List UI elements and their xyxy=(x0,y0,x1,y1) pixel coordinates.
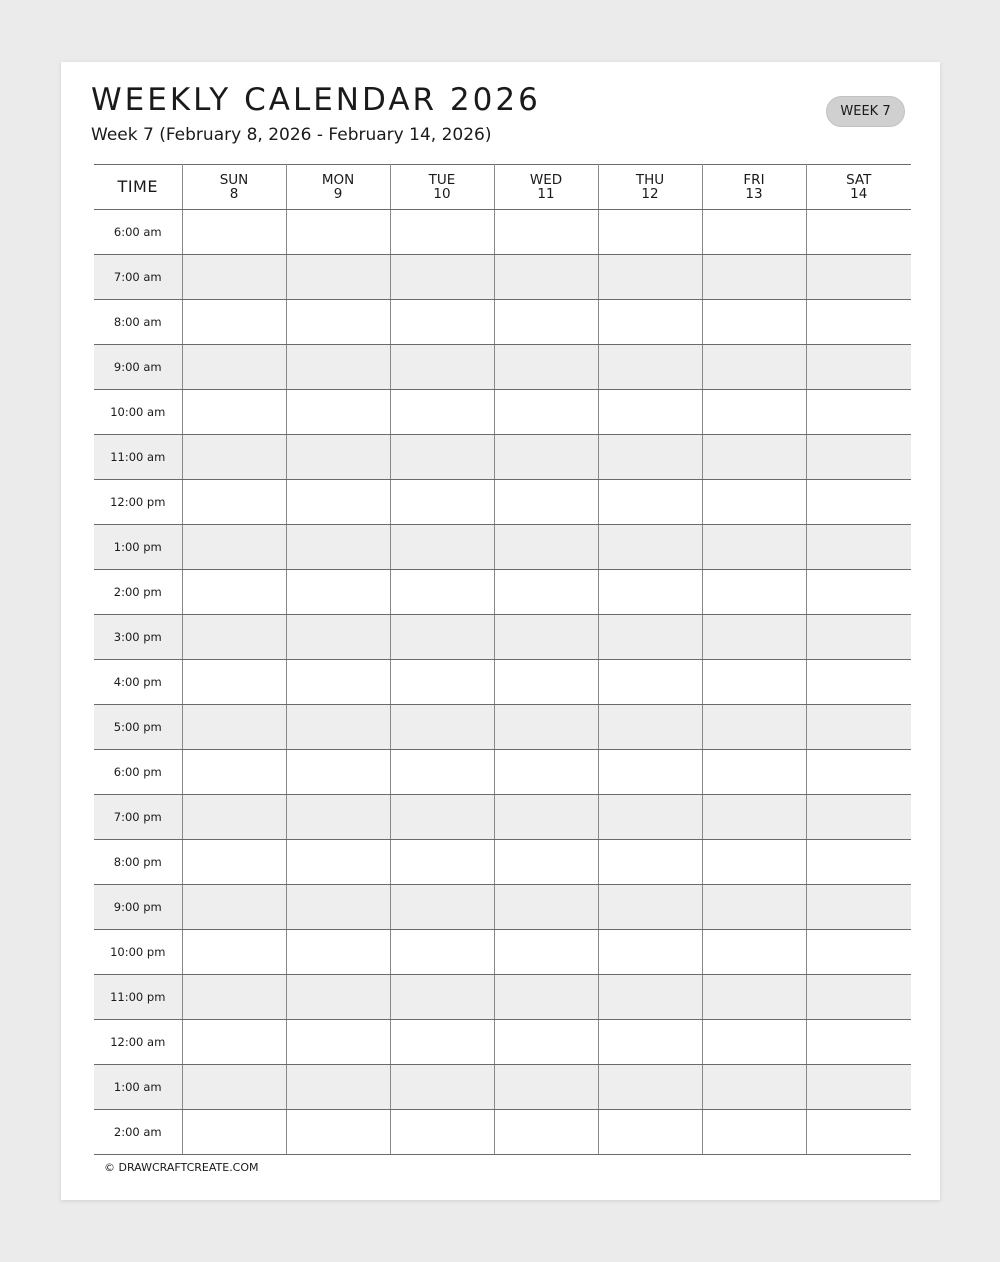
schedule-cell-fri[interactable] xyxy=(702,300,806,345)
schedule-cell-sat[interactable] xyxy=(806,1065,911,1110)
schedule-cell-sat[interactable] xyxy=(806,885,911,930)
schedule-cell-fri[interactable] xyxy=(702,345,806,390)
time-slot-row xyxy=(94,840,911,885)
schedule-cell-thu[interactable] xyxy=(598,390,702,435)
schedule-cell-mon[interactable] xyxy=(286,1065,390,1110)
schedule-cell-thu[interactable] xyxy=(598,930,702,975)
schedule-cell-thu[interactable] xyxy=(598,300,702,345)
schedule-cell-sat[interactable] xyxy=(806,255,911,300)
day-name: MON xyxy=(321,172,355,188)
time-label: 2:00 am xyxy=(94,1110,182,1155)
time-label: 1:00 pm xyxy=(94,525,182,570)
day-header-fri xyxy=(702,165,806,210)
schedule-cell-mon[interactable] xyxy=(286,975,390,1020)
day-header-sun xyxy=(182,165,286,210)
schedule-cell-fri[interactable] xyxy=(702,1065,806,1110)
schedule-cell-sat[interactable] xyxy=(806,300,911,345)
schedule-cell-sun[interactable] xyxy=(182,885,286,930)
schedule-cell-sat[interactable] xyxy=(806,975,911,1020)
schedule-cell-sat[interactable] xyxy=(806,525,911,570)
schedule-cell-fri[interactable] xyxy=(702,615,806,660)
time-label: 10:00 am xyxy=(94,390,182,435)
schedule-cell-fri[interactable] xyxy=(702,705,806,750)
schedule-cell-sun[interactable] xyxy=(182,930,286,975)
schedule-cell-mon[interactable] xyxy=(286,660,390,705)
schedule-cell-fri[interactable] xyxy=(702,435,806,480)
schedule-cell-wed[interactable] xyxy=(494,1110,598,1155)
schedule-cell-sun[interactable] xyxy=(182,615,286,660)
schedule-cell-tue[interactable] xyxy=(390,1020,494,1065)
schedule-cell-thu[interactable] xyxy=(598,705,702,750)
time-label: 12:00 pm xyxy=(94,480,182,525)
schedule-cell-sun[interactable] xyxy=(182,1065,286,1110)
schedule-cell-fri[interactable] xyxy=(702,255,806,300)
page-title: WEEKLY CALENDAR 2026 xyxy=(91,82,541,118)
time-slot-row xyxy=(94,750,911,795)
day-date: 9 xyxy=(333,186,343,202)
day-date: 10 xyxy=(433,186,451,202)
schedule-cell-wed[interactable] xyxy=(494,885,598,930)
schedule-cell-fri[interactable] xyxy=(702,210,806,255)
time-label: 12:00 am xyxy=(94,1020,182,1065)
week-badge: WEEK 7 xyxy=(826,96,905,127)
schedule-cell-sat[interactable] xyxy=(806,795,911,840)
time-label: 8:00 am xyxy=(94,300,182,345)
schedule-cell-fri[interactable] xyxy=(702,1020,806,1065)
schedule-cell-wed[interactable] xyxy=(494,570,598,615)
time-label: 11:00 pm xyxy=(94,975,182,1020)
day-name: TUE xyxy=(428,172,456,188)
schedule-cell-fri[interactable] xyxy=(702,975,806,1020)
time-slot-row xyxy=(94,525,911,570)
schedule-cell-sat[interactable] xyxy=(806,1020,911,1065)
schedule-cell-tue[interactable] xyxy=(390,570,494,615)
day-date: 11 xyxy=(537,186,555,202)
schedule-cell-wed[interactable] xyxy=(494,345,598,390)
time-label: 6:00 am xyxy=(94,210,182,255)
time-slot-row xyxy=(94,1065,911,1110)
schedule-cell-thu[interactable] xyxy=(598,795,702,840)
schedule-cell-sat[interactable] xyxy=(806,210,911,255)
schedule-cell-mon[interactable] xyxy=(286,390,390,435)
day-date: 13 xyxy=(745,186,763,202)
time-slot-row xyxy=(94,345,911,390)
schedule-cell-thu[interactable] xyxy=(598,525,702,570)
schedule-cell-tue[interactable] xyxy=(390,975,494,1020)
schedule-cell-tue[interactable] xyxy=(390,390,494,435)
day-name: THU xyxy=(635,172,665,188)
schedule-cell-tue[interactable] xyxy=(390,840,494,885)
schedule-cell-wed[interactable] xyxy=(494,660,598,705)
schedule-cell-thu[interactable] xyxy=(598,615,702,660)
schedule-cell-thu[interactable] xyxy=(598,255,702,300)
schedule-cell-mon[interactable] xyxy=(286,885,390,930)
time-label: 5:00 pm xyxy=(94,705,182,750)
time-label: 8:00 pm xyxy=(94,840,182,885)
time-slot-row xyxy=(94,1020,911,1065)
schedule-cell-sun[interactable] xyxy=(182,345,286,390)
schedule-cell-wed[interactable] xyxy=(494,1020,598,1065)
schedule-cell-mon[interactable] xyxy=(286,705,390,750)
day-name: SUN xyxy=(219,172,249,188)
schedule-cell-mon[interactable] xyxy=(286,1110,390,1155)
time-slot-row xyxy=(94,435,911,480)
time-slot-row xyxy=(94,660,911,705)
day-header-mon xyxy=(286,165,390,210)
schedule-cell-wed[interactable] xyxy=(494,210,598,255)
schedule-cell-wed[interactable] xyxy=(494,615,598,660)
schedule-cell-mon[interactable] xyxy=(286,750,390,795)
day-name: WED xyxy=(529,172,563,188)
time-label: 2:00 pm xyxy=(94,570,182,615)
schedule-cell-wed[interactable] xyxy=(494,1065,598,1110)
schedule-cell-thu[interactable] xyxy=(598,435,702,480)
schedule-cell-wed[interactable] xyxy=(494,705,598,750)
day-date: 8 xyxy=(229,186,239,202)
time-column-header: TIME xyxy=(94,165,182,210)
day-header-sat xyxy=(806,165,911,210)
schedule-cell-mon[interactable] xyxy=(286,795,390,840)
schedule-cell-fri[interactable] xyxy=(702,1110,806,1155)
schedule-cell-thu[interactable] xyxy=(598,750,702,795)
time-label: 9:00 am xyxy=(94,345,182,390)
schedule-cell-wed[interactable] xyxy=(494,390,598,435)
schedule-cell-wed[interactable] xyxy=(494,480,598,525)
schedule-cell-sun[interactable] xyxy=(182,390,286,435)
schedule-cell-tue[interactable] xyxy=(390,480,494,525)
schedule-cell-fri[interactable] xyxy=(702,750,806,795)
schedule-cell-thu[interactable] xyxy=(598,1110,702,1155)
time-label: 4:00 pm xyxy=(94,660,182,705)
schedule-cell-sat[interactable] xyxy=(806,345,911,390)
schedule-cell-sat[interactable] xyxy=(806,480,911,525)
time-slot-row xyxy=(94,255,911,300)
schedule-cell-mon[interactable] xyxy=(286,525,390,570)
schedule-cell-sat[interactable] xyxy=(806,570,911,615)
time-slot-row xyxy=(94,480,911,525)
schedule-cell-sat[interactable] xyxy=(806,750,911,795)
time-label: 7:00 am xyxy=(94,255,182,300)
schedule-cell-sun[interactable] xyxy=(182,660,286,705)
day-date: 14 xyxy=(850,186,868,202)
schedule-cell-sun[interactable] xyxy=(182,525,286,570)
schedule-cell-tue[interactable] xyxy=(390,750,494,795)
time-label: 1:00 am xyxy=(94,1065,182,1110)
time-slot-row xyxy=(94,795,911,840)
time-label: 9:00 pm xyxy=(94,885,182,930)
schedule-cell-mon[interactable] xyxy=(286,480,390,525)
schedule-cell-thu[interactable] xyxy=(598,345,702,390)
weekly-schedule-grid xyxy=(94,164,911,1155)
schedule-cell-sat[interactable] xyxy=(806,840,911,885)
time-slot-row xyxy=(94,210,911,255)
day-header-thu xyxy=(598,165,702,210)
schedule-cell-sat[interactable] xyxy=(806,705,911,750)
schedule-cell-thu[interactable] xyxy=(598,480,702,525)
schedule-cell-tue[interactable] xyxy=(390,345,494,390)
schedule-cell-tue[interactable] xyxy=(390,210,494,255)
schedule-cell-sun[interactable] xyxy=(182,705,286,750)
day-header-tue xyxy=(390,165,494,210)
schedule-cell-tue[interactable] xyxy=(390,930,494,975)
schedule-cell-mon[interactable] xyxy=(286,210,390,255)
day-header-wed xyxy=(494,165,598,210)
schedule-cell-wed[interactable] xyxy=(494,525,598,570)
schedule-cell-mon[interactable] xyxy=(286,1020,390,1065)
schedule-cell-tue[interactable] xyxy=(390,615,494,660)
schedule-cell-mon[interactable] xyxy=(286,930,390,975)
schedule-cell-sun[interactable] xyxy=(182,750,286,795)
schedule-cell-wed[interactable] xyxy=(494,840,598,885)
schedule-cell-sun[interactable] xyxy=(182,1110,286,1155)
schedule-cell-sat[interactable] xyxy=(806,615,911,660)
schedule-cell-tue[interactable] xyxy=(390,795,494,840)
schedule-cell-sun[interactable] xyxy=(182,435,286,480)
schedule-cell-wed[interactable] xyxy=(494,930,598,975)
schedule-cell-fri[interactable] xyxy=(702,840,806,885)
schedule-cell-sat[interactable] xyxy=(806,660,911,705)
schedule-cell-mon[interactable] xyxy=(286,300,390,345)
schedule-cell-wed[interactable] xyxy=(494,435,598,480)
time-slot-row xyxy=(94,705,911,750)
time-slot-row xyxy=(94,1110,911,1155)
time-label: 11:00 am xyxy=(94,435,182,480)
schedule-cell-thu[interactable] xyxy=(598,975,702,1020)
schedule-cell-tue[interactable] xyxy=(390,705,494,750)
schedule-cell-sun[interactable] xyxy=(182,840,286,885)
time-slot-row xyxy=(94,930,911,975)
day-name: SAT xyxy=(846,172,872,188)
time-slot-row xyxy=(94,300,911,345)
schedule-cell-tue[interactable] xyxy=(390,1110,494,1155)
schedule-cell-fri[interactable] xyxy=(702,570,806,615)
schedule-cell-tue[interactable] xyxy=(390,885,494,930)
schedule-cell-tue[interactable] xyxy=(390,300,494,345)
schedule-cell-sun[interactable] xyxy=(182,570,286,615)
time-slot-row xyxy=(94,390,911,435)
schedule-cell-thu[interactable] xyxy=(598,210,702,255)
schedule-cell-mon[interactable] xyxy=(286,345,390,390)
schedule-cell-thu[interactable] xyxy=(598,840,702,885)
schedule-cell-wed[interactable] xyxy=(494,300,598,345)
schedule-cell-sun[interactable] xyxy=(182,795,286,840)
schedule-cell-sat[interactable] xyxy=(806,390,911,435)
time-label: 10:00 pm xyxy=(94,930,182,975)
schedule-cell-mon[interactable] xyxy=(286,615,390,660)
schedule-cell-fri[interactable] xyxy=(702,390,806,435)
time-label: 6:00 pm xyxy=(94,750,182,795)
schedule-cell-wed[interactable] xyxy=(494,975,598,1020)
time-slot-row xyxy=(94,885,911,930)
schedule-cell-wed[interactable] xyxy=(494,750,598,795)
week-range-subtitle: Week 7 (February 8, 2026 - February 14, 2026) xyxy=(91,125,492,145)
schedule-cell-thu[interactable] xyxy=(598,660,702,705)
schedule-cell-mon[interactable] xyxy=(286,255,390,300)
schedule-cell-sun[interactable] xyxy=(182,255,286,300)
schedule-cell-thu[interactable] xyxy=(598,1020,702,1065)
time-label: 7:00 pm xyxy=(94,795,182,840)
schedule-cell-sat[interactable] xyxy=(806,930,911,975)
schedule-cell-thu[interactable] xyxy=(598,885,702,930)
copyright-footer: © DRAWCRAFTCREATE.COM xyxy=(104,1161,259,1174)
schedule-cell-mon[interactable] xyxy=(286,840,390,885)
schedule-cell-sun[interactable] xyxy=(182,210,286,255)
day-date: 12 xyxy=(641,186,659,202)
time-slots xyxy=(94,210,911,1155)
schedule-cell-thu[interactable] xyxy=(598,1065,702,1110)
schedule-cell-wed[interactable] xyxy=(494,795,598,840)
schedule-cell-sun[interactable] xyxy=(182,975,286,1020)
time-label: 3:00 pm xyxy=(94,615,182,660)
schedule-cell-sun[interactable] xyxy=(182,300,286,345)
time-slot-row xyxy=(94,975,911,1020)
schedule-cell-wed[interactable] xyxy=(494,255,598,300)
calendar-page xyxy=(61,62,940,1200)
schedule-cell-fri[interactable] xyxy=(702,930,806,975)
schedule-cell-fri[interactable] xyxy=(702,480,806,525)
schedule-cell-fri[interactable] xyxy=(702,660,806,705)
schedule-cell-sat[interactable] xyxy=(806,435,911,480)
day-header-row xyxy=(94,165,911,210)
schedule-cell-tue[interactable] xyxy=(390,525,494,570)
time-slot-row xyxy=(94,570,911,615)
schedule-cell-tue[interactable] xyxy=(390,255,494,300)
schedule-cell-fri[interactable] xyxy=(702,525,806,570)
schedule-cell-fri[interactable] xyxy=(702,885,806,930)
schedule-cell-mon[interactable] xyxy=(286,570,390,615)
schedule-cell-fri[interactable] xyxy=(702,795,806,840)
schedule-cell-tue[interactable] xyxy=(390,435,494,480)
schedule-cell-thu[interactable] xyxy=(598,570,702,615)
schedule-cell-sun[interactable] xyxy=(182,480,286,525)
schedule-cell-sun[interactable] xyxy=(182,1020,286,1065)
time-slot-row xyxy=(94,615,911,660)
schedule-cell-tue[interactable] xyxy=(390,660,494,705)
day-name: FRI xyxy=(743,172,765,188)
schedule-cell-mon[interactable] xyxy=(286,435,390,480)
schedule-cell-tue[interactable] xyxy=(390,1065,494,1110)
schedule-cell-sat[interactable] xyxy=(806,1110,911,1155)
